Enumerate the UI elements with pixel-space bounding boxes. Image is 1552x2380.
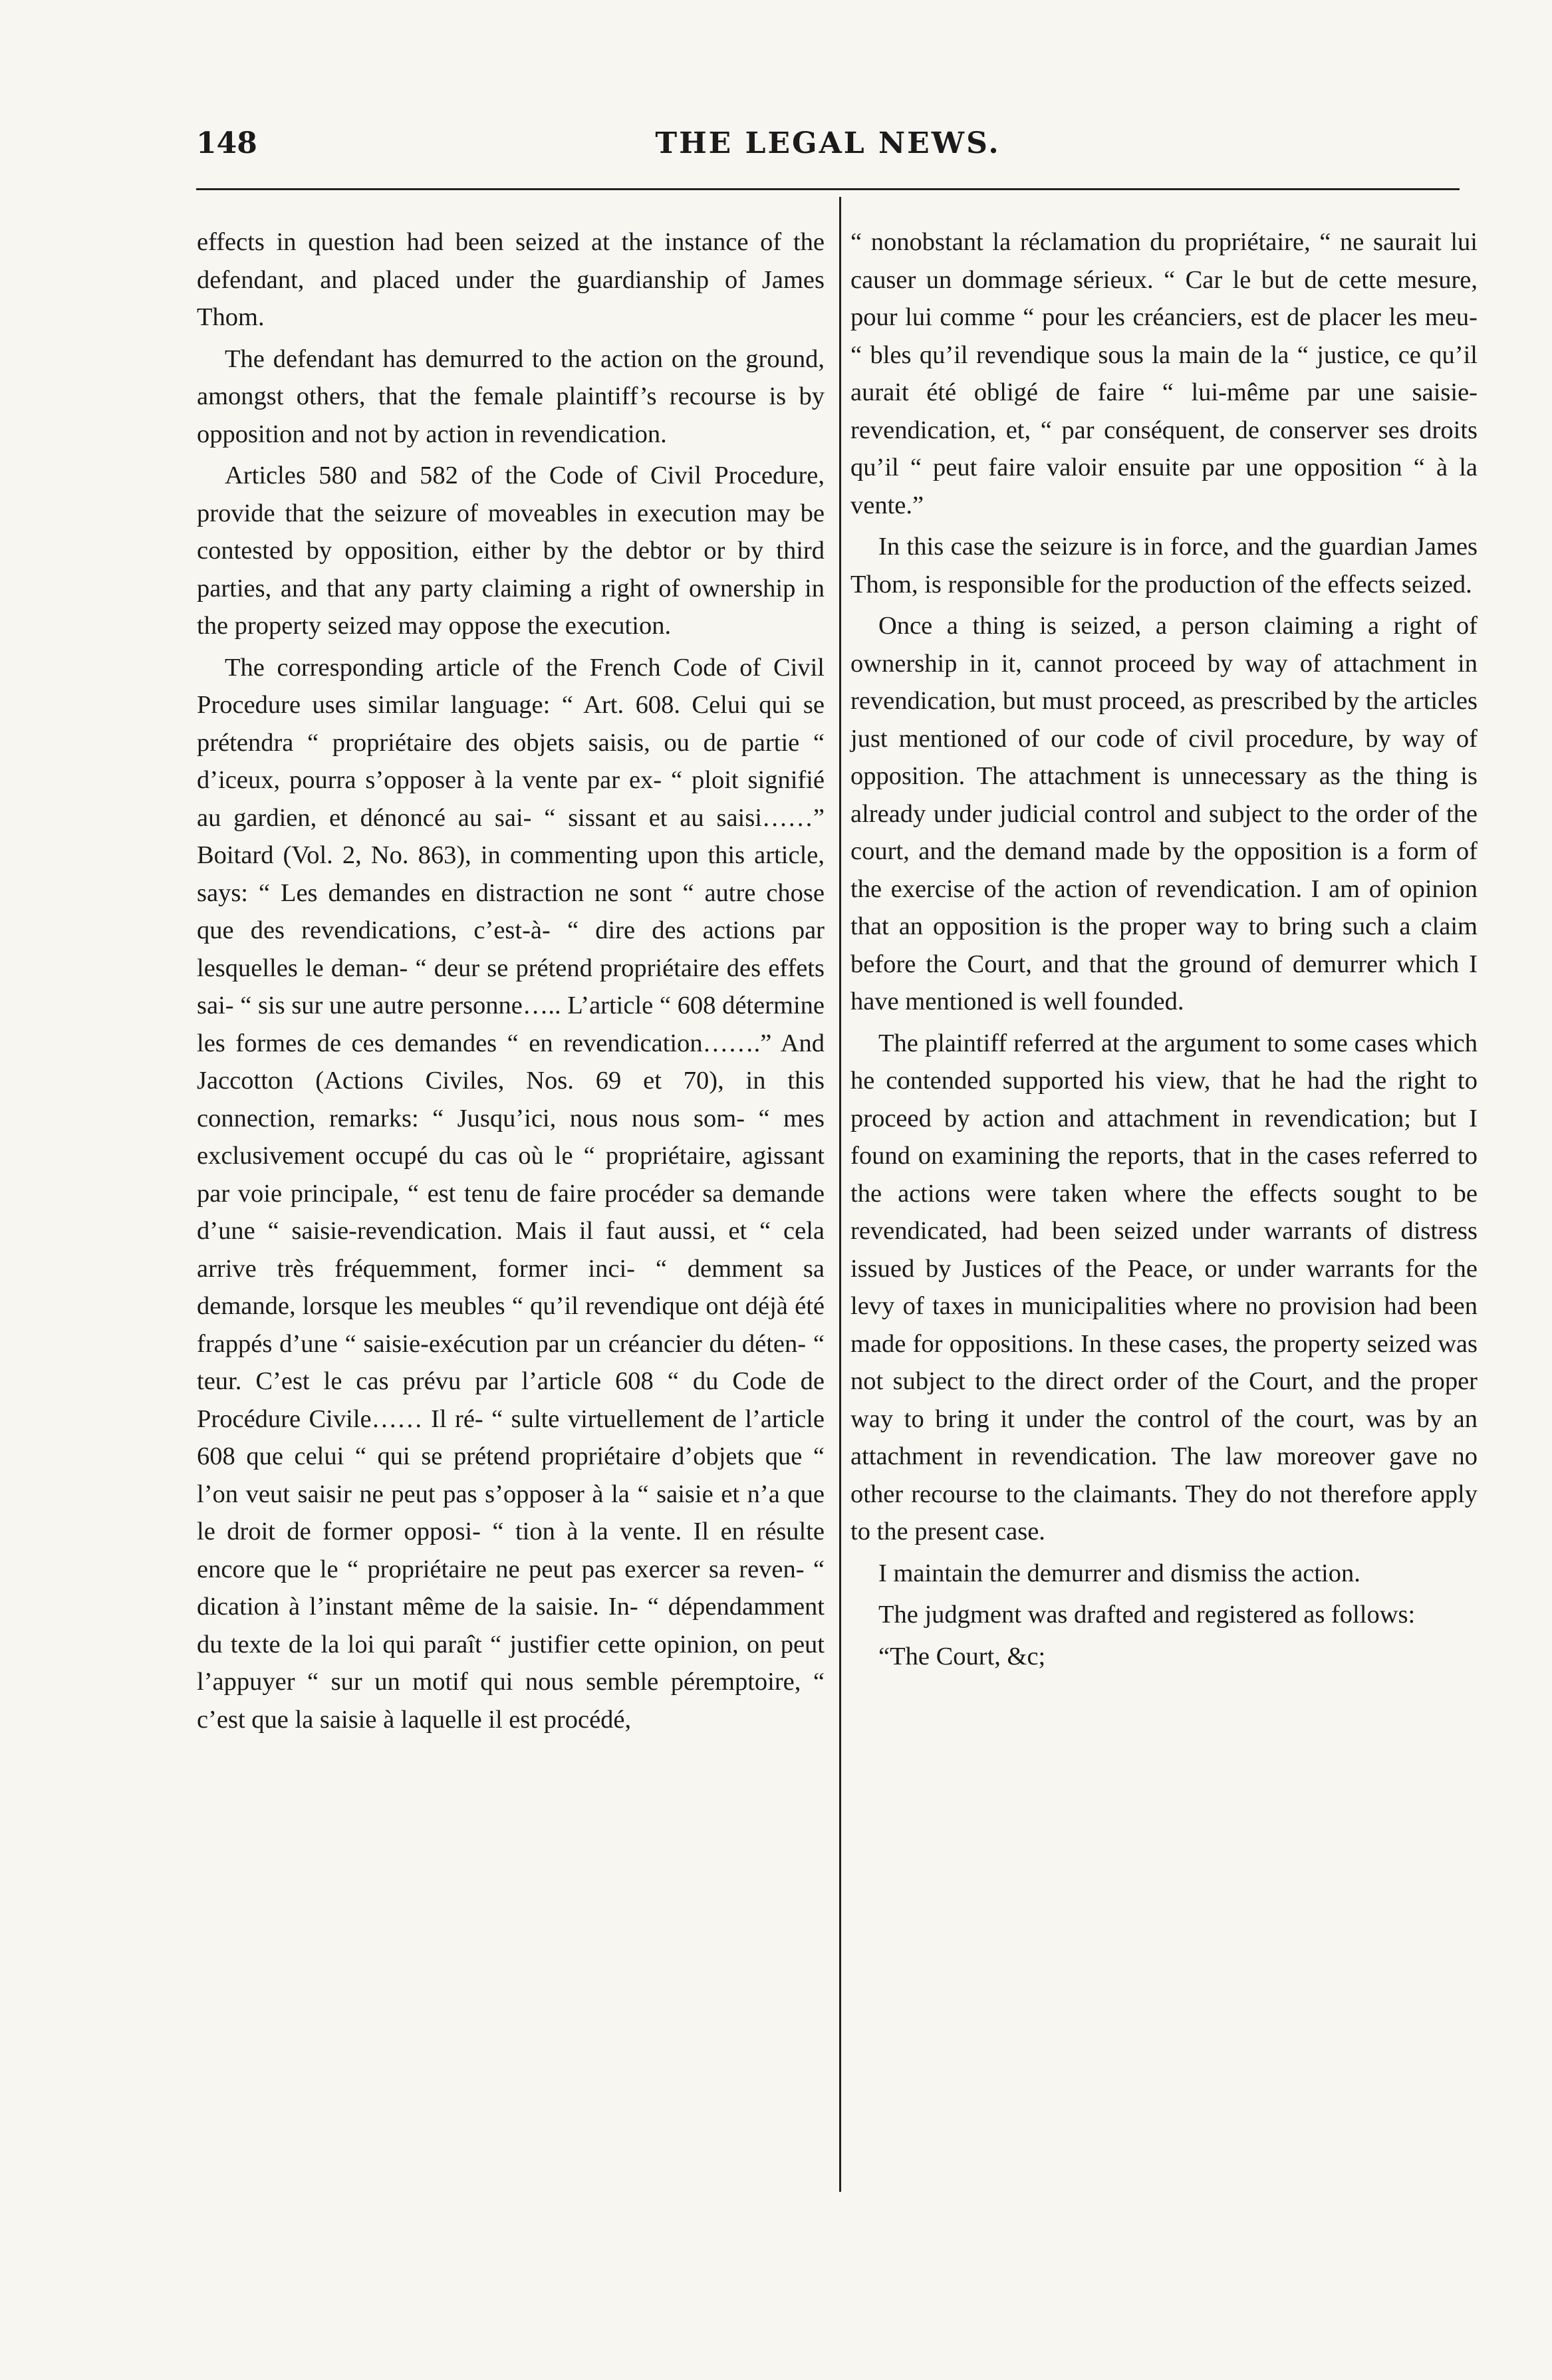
running-title: THE LEGAL NEWS.: [655, 126, 1001, 160]
paragraph: In this case the seizure is in force, and the guardian James Thom, is responsible for the production of the effects seized.: [850, 533, 1478, 598]
paragraph: I maintain the demurrer and dismiss the action.: [878, 1559, 1360, 1587]
paragraph: The corresponding article of the French Code of Civil Procedure uses similar language: “ Art. 608. Celui qui se prétendra “ propriétaire des objets saisis, ou de partie “ d’iceux, pourra s’opposer à la vente par ex- “ ploit signifié au gardien, et dénoncé au sai- “ sissant et au saisi……” Boitard (Vol. 2, No. 863), in commenting upon this article, says: “ Les demandes en distraction ne sont “ autre chose que des revendications, c’est-à- “ dire des actions par lesquelles le deman- “ deur se prétend propriétaire des effets sai- “ sis sur une autre personne….. L’article “ 608 détermine les formes de ces demandes “ en revendication…….” And Jaccotton (Actions Civiles, Nos. 69 et 70), in this connection, remarks: “ Jusqu’ici, nous nous som- “ mes exclusivement occupé du cas où le “ propriétaire, agissant par voie principale, “ est tenu de faire procéder sa demande d’une “ saisie-revendication. Mais il faut aussi, et “ cela arrive très fréquemment, former inci- “ demment sa demande, lorsque les meubles “ qu’il revendique ont déjà été frappés d’une “ saisie-exécution par un créancier du déten- “ teur. C’est le cas prévu par l’article 608 “ du Code de Procédure Civile…… Il ré- “ sulte virtuellement de l’article 608 que celui “ qui se prétend propriétaire d’objets que “ l’on veut saisir ne peut pas s’opposer à la “ saisie et n’a que le droit de former opposi- “ tion à la vente. Il en résulte encore que le “ propriétaire ne peut pas exercer sa reven- “ dication à l’instant même de la saisie. In- “ dépendamment du texte de la loi qui paraît “ justifier cette opinion, on peut l’appuyer “ sur un motif qui nous semble péremptoire, “ c’est que la saisie à laquelle il est procédé,: [197, 653, 825, 1734]
page-header: [196, 126, 1460, 180]
header-rule: [196, 188, 1460, 190]
paragraph: “The Court, &c;: [878, 1642, 1046, 1670]
paragraph: The plaintiff referred at the argument to some cases which he contended supported his view, that he had the right to proceed by action and attachment in revendication; but I found on examining the reports, that in the cases referred to the actions were taken where the effects sought to be revendicated, had been seized under warrants of distress issued by Justices of the Peace, or under warrants for the levy of taxes in municipalities where no provision had been made for oppositions. In these cases, the property seized was not subject to the direct order of the Court, and the proper way to bring it under the control of the court, was by an attachment in revendication. The law moreover gave no other recourse to the claimants. They do not therefore apply to the present case.: [850, 1029, 1478, 1545]
paragraph: Articles 580 and 582 of the Code of Civil Procedure, provide that the seizure of moveables in execution may be contested by opposition, either by the debtor or by third parties, and that any party claiming a right of ownership in the property seized may oppose the execution.: [197, 462, 825, 640]
paragraph: The defendant has demurred to the action on the ground, amongst others, that the female plaintiff’s recourse is by opposition and not by action in revendication.: [197, 344, 825, 448]
page-number: 148: [196, 126, 257, 160]
right-column: [850, 223, 1478, 1679]
paragraph: The judgment was drafted and registered as follows:: [878, 1601, 1416, 1629]
paragraph: “ nonobstant la réclamation du propriétaire, “ ne saurait lui causer un dommage sérieux. “ Car le but de cette mesure, pour lui comme “ pour les créanciers, est de placer les meu- “ bles qu’il revendique sous la main de la “ justice, ce qu’il aurait été obligé de faire “ lui-même par une saisie-revendication, et, “ par conséquent, de conserver ses droits qu’il “ peut faire valoir ensuite par une opposition “ à la vente.”: [850, 228, 1478, 519]
left-column: [197, 223, 825, 1742]
column-divider: [839, 197, 841, 2192]
paragraph: effects in question had been seized at the instance of the defendant, and placed under the guardianship of James Thom.: [197, 228, 825, 331]
paragraph: Once a thing is seized, a person claiming a right of ownership in it, cannot proceed by way of attachment in revendication, but must proceed, as prescribed by the articles just mentioned of our code of civil procedure, by way of opposition. The attachment is unnecessary as the thing is already under judicial control and subject to the order of the court, and the demand made by the opposition is a form of the exercise of the action of revendication. I am of opinion that an opposition is the proper way to bring such a claim before the Court, and that the ground of demurrer which I have mentioned is well founded.: [850, 612, 1478, 1015]
